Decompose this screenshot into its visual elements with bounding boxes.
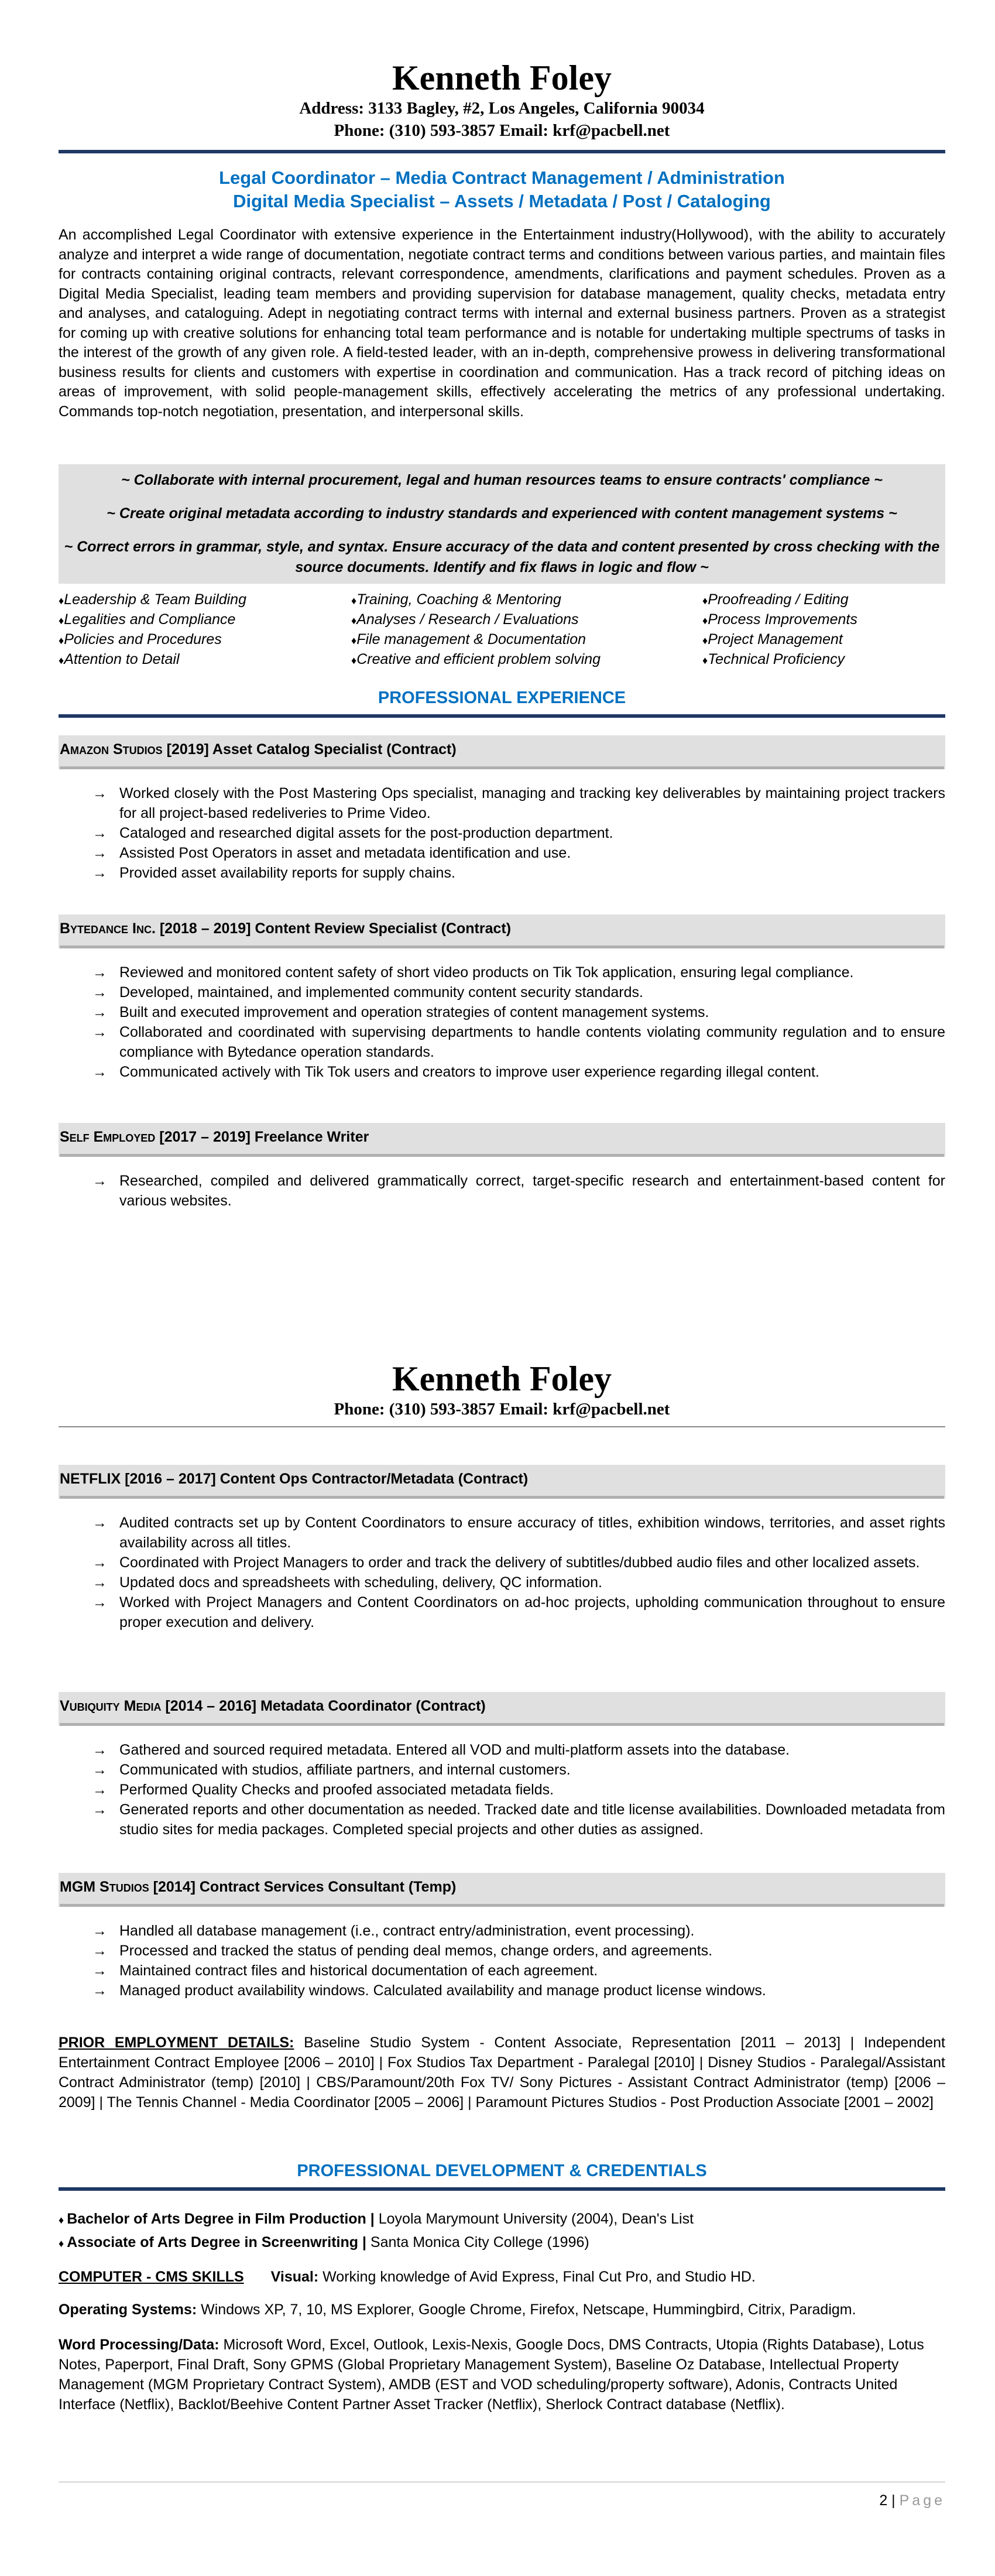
job-title: [2019] Asset Catalog Specialist (Contract) <box>162 741 457 758</box>
job-header <box>59 914 945 948</box>
job-header <box>59 1123 945 1157</box>
skills-grid <box>59 590 945 670</box>
company: Bytedance Inc. <box>60 920 156 937</box>
skill-item: ♦ Proofreading / Editing <box>702 590 945 610</box>
company: Amazon Studios <box>60 741 163 758</box>
job-bullet: → Communicated actively with Tik Tok users and creators to improve user experience regarding illegal content. <box>59 1062 945 1082</box>
job-bullet: → Collaborated and coordinated with supervising departments to handle contents violating community regulation and to ensure compliance with Bytedance operation standards. <box>59 1022 945 1062</box>
job-header <box>59 1465 945 1499</box>
skill-item: ♦ Legalities and Compliance <box>59 610 351 630</box>
job-mgm <box>59 1873 945 2000</box>
job-bullet: → Coordinated with Project Managers to order and track the delivery of subtitles/dubbed audio files and other localized assets. <box>59 1553 945 1573</box>
degree-item: ♦ Bachelor of Arts Degree in Film Production | Loyola Marymount University (2004), Dean's List <box>59 2211 694 2227</box>
job-title: [2018 – 2019] Content Review Specialist (Contract) <box>155 920 512 937</box>
skill-item: ♦ Process Improvements <box>702 610 945 630</box>
prior-text: Baseline Studio System - Content Associate, Representation [2011 – 2013] | Independent Entertainment Contract Employee [2006 – 2010] | Fox Studios Tax Department - Paralegal [2010] | Disney Studios - Paralegal/Assistant Contract Administrator (temp) [2010] | CBS/Paramount/20th Fox TV/ Sony Pictures - Assistant Contract Administrator (temp) [2006 – 2009] | The Tennis Channel - Media Coordinator [2005 – 2006] | Paramount Pictures Studios - Post Production Associate [2001 – 2002] <box>59 2034 945 2111</box>
section-title: PROFESSIONAL DEVELOPMENT & CREDENTIALS <box>297 2161 707 2180</box>
skill-item: ♦ Technical Proficiency <box>702 650 945 670</box>
job-bullet: → Researched, compiled and delivered grammatically correct, target-specific research and entertainment-based content for various websites. <box>59 1171 945 1211</box>
highlight: ~ Create original metadata according to industry standards and experienced with content management systems ~ <box>107 505 897 522</box>
title-line: Digital Media Specialist – Assets / Metadata / Post / Cataloging <box>233 191 771 211</box>
degree-title: Associate of Arts Degree in Screenwriting | <box>67 2234 366 2250</box>
page-number: 2 <box>879 2492 888 2509</box>
page-2-header <box>59 1359 945 1427</box>
skill-item: ♦ Creative and efficient problem solving <box>351 650 702 670</box>
wp-label: Word Processing/Data: <box>59 2337 219 2353</box>
wp-skills <box>59 2335 945 2414</box>
job-bullet: → Audited contracts set up by Content Coordinators to ensure accuracy of titles, exhibition windows, territories, and asset rights availability across all titles. <box>59 1513 945 1553</box>
company: MGM Studios <box>60 1879 149 1895</box>
skill-item: ♦ Training, Coaching & Mentoring <box>351 590 702 610</box>
job-bullet: → Worked closely with the Post Mastering Ops specialist, managing and tracking key deliverables by maintaining project trackers for all project-based redeliveries to Prime Video. <box>59 783 945 823</box>
cms-label: COMPUTER - CMS SKILLS <box>59 2269 244 2285</box>
highlight: ~ Collaborate with internal procurement, legal and human resources teams to ensure contracts' compliance ~ <box>121 472 883 488</box>
os-label: Operating Systems: <box>59 2301 197 2318</box>
job-bullet: → Updated docs and spreadsheets with scheduling, delivery, QC information. <box>59 1573 945 1592</box>
wp-text: Microsoft Word, Excel, Outlook, Lexis-Nexis, Google Docs, DMS Contracts, Utopia (Rights Database), Lotus Notes, Paperport, Final Draft, Sony GPMS (Global Proprietary Management System), Baseline Oz Database, Intellectual Property Management (MGM Proprietary Contract System), AMDB (EST and VOD scheduling/property software), Adonis, Contracts United Interface (Netflix), Backlot/Beehive Content Partner Asset Tracker (Netflix), Sherlock Contract database (Netflix). <box>59 2337 924 2413</box>
section-rule <box>59 714 945 718</box>
section-title: PROFESSIONAL EXPERIENCE <box>378 688 626 707</box>
job-self-employed <box>59 1123 945 1211</box>
job-bullet: → Developed, maintained, and implemented community content security standards. <box>59 982 945 1002</box>
job-bullet: → Handled all database management (i.e., contract entry/administration, event processing). <box>59 1921 945 1941</box>
job-bullet: → Gathered and sourced required metadata. Entered all VOD and multi-platform assets into the database. <box>59 1740 945 1760</box>
job-header <box>59 1873 945 1907</box>
skill-item: ♦ Analyses / Research / Evaluations <box>351 610 702 630</box>
skill-item: ♦ File management & Documentation <box>351 630 702 650</box>
job-title: [2014] Contract Services Consultant (Temp) <box>149 1879 457 1895</box>
job-bullet: → Generated reports and other documentation as needed. Tracked date and title license availabilities. Downloaded metadata from studio sites for media packages. Completed special projects and other duties as assigned. <box>59 1800 945 1839</box>
address: Address: 3133 Bagley, #2, Los Angeles, California 90034 <box>299 99 705 118</box>
experience-heading <box>59 686 945 718</box>
highlight: ~ Correct errors in grammar, style, and syntax. Ensure accuracy of the data and content presented by cross checking with the source documents. Identify and fix flaws in logic and flow ~ <box>64 539 940 576</box>
job-header <box>59 1692 945 1726</box>
company: Self Employed <box>60 1129 156 1145</box>
degree-detail: Loyola Marymount University (2004), Dean's List <box>374 2211 694 2227</box>
section-rule <box>59 2187 945 2191</box>
degree-item: ♦ Associate of Arts Degree in Screenwriting | Santa Monica City College (1996) <box>59 2234 589 2250</box>
candidate-name: Kenneth Foley <box>392 1359 612 1398</box>
contact-line: Phone: (310) 593-3857 Email: krf@pacbell.net <box>334 121 670 140</box>
job-bullet: → Maintained contract files and historical documentation of each agreement. <box>59 1961 945 1981</box>
job-bullet: → Processed and tracked the status of pending deal memos, change orders, and agreements. <box>59 1941 945 1961</box>
job-vubiquity <box>59 1692 945 1839</box>
job-bullet: → Built and executed improvement and operation strategies of content management systems. <box>59 1002 945 1022</box>
page-word: Page <box>899 2492 945 2509</box>
skill-item: ♦ Leadership & Team Building <box>59 590 351 610</box>
skill-item: ♦ Attention to Detail <box>59 650 351 670</box>
computer-skills <box>59 2267 945 2414</box>
target-titles <box>59 166 945 213</box>
company: Vubiquity Media <box>60 1698 162 1714</box>
skill-item: ♦ Policies and Procedures <box>59 630 351 650</box>
header-rule <box>59 150 945 153</box>
os-text: Windows XP, 7, 10, MS Explorer, Google Chrome, Firefox, Netscape, Hummingbird, Citrix, Paradigm. <box>197 2301 856 2318</box>
skill-item: ♦ Project Management <box>702 630 945 650</box>
job-title: [2014 – 2016] Metadata Coordinator (Contract) <box>161 1698 486 1714</box>
job-bullet: → Communicated with studios, affiliate partners, and internal customers. <box>59 1760 945 1780</box>
prior-employment <box>59 2033 945 2112</box>
job-bullet: → Performed Quality Checks and proofed associated metadata fields. <box>59 1780 945 1800</box>
visual-label: Visual: <box>270 2269 319 2285</box>
visual-text: Working knowledge of Avid Express, Final Cut Pro, and Studio HD. <box>318 2269 756 2285</box>
prior-label: PRIOR EMPLOYMENT DETAILS: <box>59 2034 294 2051</box>
job-title: [2016 – 2017] Content Ops Contractor/Metadata (Contract) <box>121 1471 529 1487</box>
page-footer <box>59 2481 945 2509</box>
job-bullet: → Provided asset availability reports for supply chains. <box>59 863 945 883</box>
job-bullet: → Worked with Project Managers and Content Coordinators on ad-hoc projects, upholding communication throughout to ensure proper execution and delivery. <box>59 1592 945 1632</box>
company: NETFLIX <box>60 1471 121 1487</box>
job-netflix <box>59 1465 945 1632</box>
visual-skills <box>59 2267 945 2287</box>
degree-detail: Santa Monica City College (1996) <box>366 2234 589 2250</box>
job-bullet: → Reviewed and monitored content safety of short video products on Tik Tok application, ensuring legal compliance. <box>59 962 945 982</box>
os-skills <box>59 2300 945 2320</box>
candidate-name: Kenneth Foley <box>392 59 612 97</box>
job-bullet: → Cataloged and researched digital assets for the post-production department. <box>59 823 945 843</box>
job-amazon <box>59 735 945 883</box>
contact-line: Phone: (310) 593-3857 Email: krf@pacbell.net <box>334 1400 670 1419</box>
summary: An accomplished Legal Coordinator with extensive experience in the Entertainment industry(Hollywood), with the ability to accurately analyze and interpret a wide range of documentation, negotiate contract terms and conditions between various parties, and maintain files for contracts containing original contracts, relevant correspondence, amendments, clarifications and payment schedules. Proven as a Digital Media Specialist, leading team members and providing supervision for database management, quality checks, metadata entry and analyses, and cataloguing. Adept in negotiating contract terms with internal and external business partners. Proven as a strategist for coming up with creative solutions for enhancing total team performance and is notable for undertaking multiple spectrums of tasks in the interest of the growth of any given role. A field-tested leader, with an in-depth, comprehensive prowess in delivering transformational business results for clients and customers with expertise in coordination and communication. Has a track record of pitching ideas on areas of improvement, with solid people-management skills, effectively accelerating the metrics of any professional undertaking. Commands top-notch negotiation, presentation, and interpersonal skills. <box>59 227 945 420</box>
degrees <box>59 2208 945 2255</box>
degree-title: Bachelor of Arts Degree in Film Production | <box>67 2211 375 2227</box>
highlights-box <box>59 464 945 584</box>
separator: | <box>887 2492 900 2509</box>
development-heading <box>59 2159 945 2191</box>
job-bullet: → Assisted Post Operators in asset and metadata identification and use. <box>59 843 945 863</box>
job-header <box>59 735 945 769</box>
page-1-header <box>59 59 945 153</box>
header-rule <box>59 1426 945 1427</box>
job-bullet: → Managed product availability windows. Calculated availability and manage product license windows. <box>59 1981 945 2000</box>
title-line: Legal Coordinator – Media Contract Management / Administration <box>219 167 785 188</box>
job-bytedance <box>59 914 945 1082</box>
job-title: [2017 – 2019] Freelance Writer <box>155 1129 369 1145</box>
